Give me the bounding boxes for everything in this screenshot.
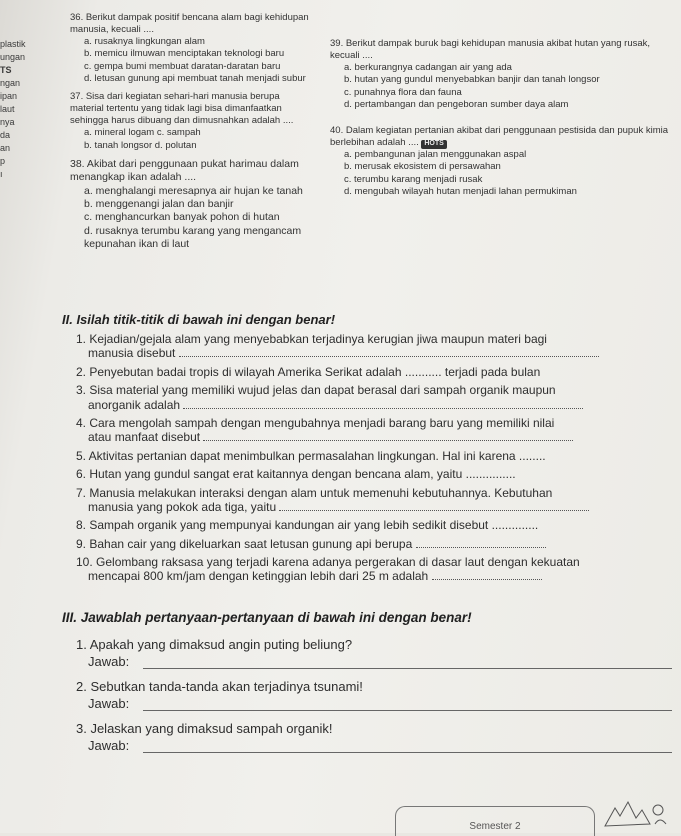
answer-blank[interactable] <box>279 510 589 511</box>
fill-item-text: 7. Manusia melakukan interaksi dengan alam untuk memenuhi kebutuhannya. Kebutuhan <box>76 485 553 500</box>
answer-option[interactable]: c. punahnya flora dan fauna <box>344 86 462 98</box>
answer-option[interactable]: a. berkurangnya cadangan air yang ada <box>344 62 512 74</box>
answer-option[interactable]: a. rusaknya lingkungan alam <box>84 36 205 48</box>
answer-option[interactable]: b. memicu ilmuwan menciptakan teknologi baru <box>84 48 285 60</box>
answer-option[interactable]: d. mengubah wilayah hutan menjadi lahan permukiman <box>344 185 577 197</box>
essay-section <box>62 610 681 763</box>
fill-item <box>76 467 662 481</box>
fill-in-section <box>62 312 662 588</box>
fill-item-text: 5. Aktivitas pertanian dapat menimbulkan permasalahan lingkungan. Hal ini karena ........ <box>76 448 546 463</box>
question-stem: 36. Berikut dampak positif bencana alam bagi kehidupan manusia, kecuali .... <box>70 12 309 36</box>
question-36 <box>70 12 312 85</box>
answer-blank[interactable] <box>179 356 599 357</box>
question-stem: 39. Berikut dampak buruk bagi kehidupan manusia akibat hutan yang rusak, kecuali .... <box>330 38 651 62</box>
fill-item-text: 9. Bahan cair yang dikeluarkan saat letusan gunung api berupa <box>76 536 413 551</box>
semester-label: Semester 2 <box>469 821 521 832</box>
fill-item-text: 10. Gelombang raksasa yang terjadi karena adanya pergerakan di dasar laut dengan kekuatan <box>76 555 580 570</box>
semester-tab <box>395 806 595 836</box>
margin-word: ngan <box>0 78 21 89</box>
fill-item-cont: manusia disebut <box>88 346 176 361</box>
answer-option[interactable]: a. pembangunan jalan menggunakan aspal <box>344 149 527 161</box>
margin-word: ipan <box>0 91 18 102</box>
margin-word: plastik <box>0 39 26 49</box>
fill-item-cont: mencapai 800 km/jam dengan ketinggian lebih dari 25 m adalah <box>88 569 429 584</box>
answer-row <box>88 654 681 669</box>
question-text: 40. Dalam kegiatan pertanian akibat dari penggunaan pestisida dan pupuk kimia berlebihan adalah .... <box>330 124 669 149</box>
answer-option[interactable]: b. hutan yang gundul menyebabkan banjir dan tanah longsor <box>344 74 600 86</box>
fill-item <box>76 365 662 379</box>
margin-word: da <box>0 130 11 141</box>
question-stem <box>330 125 675 149</box>
fill-item <box>76 555 662 584</box>
margin-word: p <box>0 156 6 167</box>
answer-option[interactable]: c. menghancurkan banyak pohon di hutan <box>84 211 280 224</box>
answer-label: Jawab: <box>88 654 130 669</box>
answer-line[interactable] <box>143 709 672 711</box>
fill-item <box>76 518 662 532</box>
fill-item-text: 3. Sisa material yang memiliki wujud jelas dan dapat berasal dari sampah organik maupun <box>76 383 556 398</box>
margin-word: TS <box>0 65 12 76</box>
section-title: II. Isilah titik-titik di bawah ini dengan benar! <box>62 312 336 327</box>
fill-item-text: 1. Kejadian/gejala alam yang menyebabkan terjadinya kerugian jiwa maupun materi bagi <box>76 332 547 346</box>
question-39 <box>330 38 675 111</box>
answer-option[interactable]: a. mineral logam c. sampah <box>84 127 201 139</box>
fill-item-cont: manusia yang pokok ada tiga, yaitu <box>88 499 277 514</box>
fill-item-text: 2. Penyebutan badai tropis di wilayah Amerika Serikat adalah ........... terjadi pada bulan <box>76 364 541 379</box>
section-title: III. Jawablah pertanyaan-pertanyaan di bawah ini dengan benar! <box>62 610 472 625</box>
answer-blank[interactable] <box>416 547 546 548</box>
multiple-choice-left-column <box>70 12 312 258</box>
fill-item-cont: atau manfaat disebut <box>88 430 201 445</box>
fill-item-cont: anorganik adalah <box>88 397 181 412</box>
margin-word: ı <box>0 169 3 180</box>
fill-item-text: 4. Cara mengolah sampah dengan mengubahnya menjadi barang baru yang memiliki nilai <box>76 415 555 430</box>
fill-item <box>76 416 662 445</box>
answer-option[interactable]: d. pertambangan dan pengeboran sumber daya alam <box>344 98 569 110</box>
question-38 <box>70 158 312 252</box>
answer-option[interactable]: a. menghalangi meresapnya air hujan ke tanah <box>84 184 303 197</box>
answer-option[interactable]: b. menggenangi jalan dan banjir <box>84 198 234 211</box>
essay-question: 1. Apakah yang dimaksud angin puting beliung? <box>76 637 353 652</box>
answer-row <box>88 738 681 753</box>
answer-blank[interactable] <box>203 440 573 441</box>
question-stem: 38. Akibat dari penggunaan pukat harimau dalam menangkap ikan adalah .... <box>70 157 299 184</box>
answer-blank[interactable] <box>432 579 542 580</box>
margin-word: laut <box>0 104 15 115</box>
fill-item-text: 6. Hutan yang gundul sangat erat kaitannya dengan bencana alam, yaitu ............... <box>76 467 516 482</box>
fill-item-text: 8. Sampah organik yang mempunyai kandungan air yang lebih sedikit disebut .............. <box>76 518 539 533</box>
question-37 <box>70 91 312 152</box>
margin-word: ungan <box>0 52 26 63</box>
answer-option[interactable]: b. tanah longsor d. polutan <box>84 139 197 151</box>
answer-option[interactable]: c. terumbu karang menjadi rusak <box>344 173 483 185</box>
fill-item <box>76 486 662 515</box>
question-40 <box>330 125 675 198</box>
answer-line[interactable] <box>143 751 672 753</box>
answer-option[interactable]: c. gempa bumi membuat daratan-daratan baru <box>84 60 281 72</box>
margin-word: nya <box>0 117 15 128</box>
previous-page-margin <box>0 38 62 182</box>
answer-blank[interactable] <box>183 408 583 409</box>
answer-row <box>88 696 681 711</box>
answer-option[interactable]: b. merusak ekosistem di persawahan <box>344 161 501 173</box>
fill-item <box>76 332 662 361</box>
fill-item <box>76 449 662 463</box>
fill-item <box>76 537 662 551</box>
answer-label: Jawab: <box>88 738 130 753</box>
answer-label: Jawab: <box>88 696 130 711</box>
decorative-illustration-icon <box>600 798 670 828</box>
answer-option[interactable]: d. letusan gunung api membuat tanah menjadi subur <box>84 72 306 84</box>
essay-question: 2. Sebutkan tanda-tanda akan terjadinya tsunami! <box>76 679 363 694</box>
multiple-choice-right-column <box>330 38 675 204</box>
answer-line[interactable] <box>143 667 672 669</box>
question-stem: 37. Sisa dari kegiatan sehari-hari manusia berupa material tertentu yang tidak lagi bisa dimanfaatkan sehingga harus dibuang dan dimusnahkan adalah .... <box>70 90 294 127</box>
fill-item <box>76 383 662 412</box>
margin-word: an <box>0 143 11 154</box>
essay-question: 3. Jelaskan yang dimaksud sampah organik! <box>76 721 333 736</box>
hots-badge: HOTS <box>421 140 446 149</box>
answer-option[interactable]: d. rusaknya terumbu karang yang mengancam kepunahan ikan di laut <box>84 224 302 251</box>
